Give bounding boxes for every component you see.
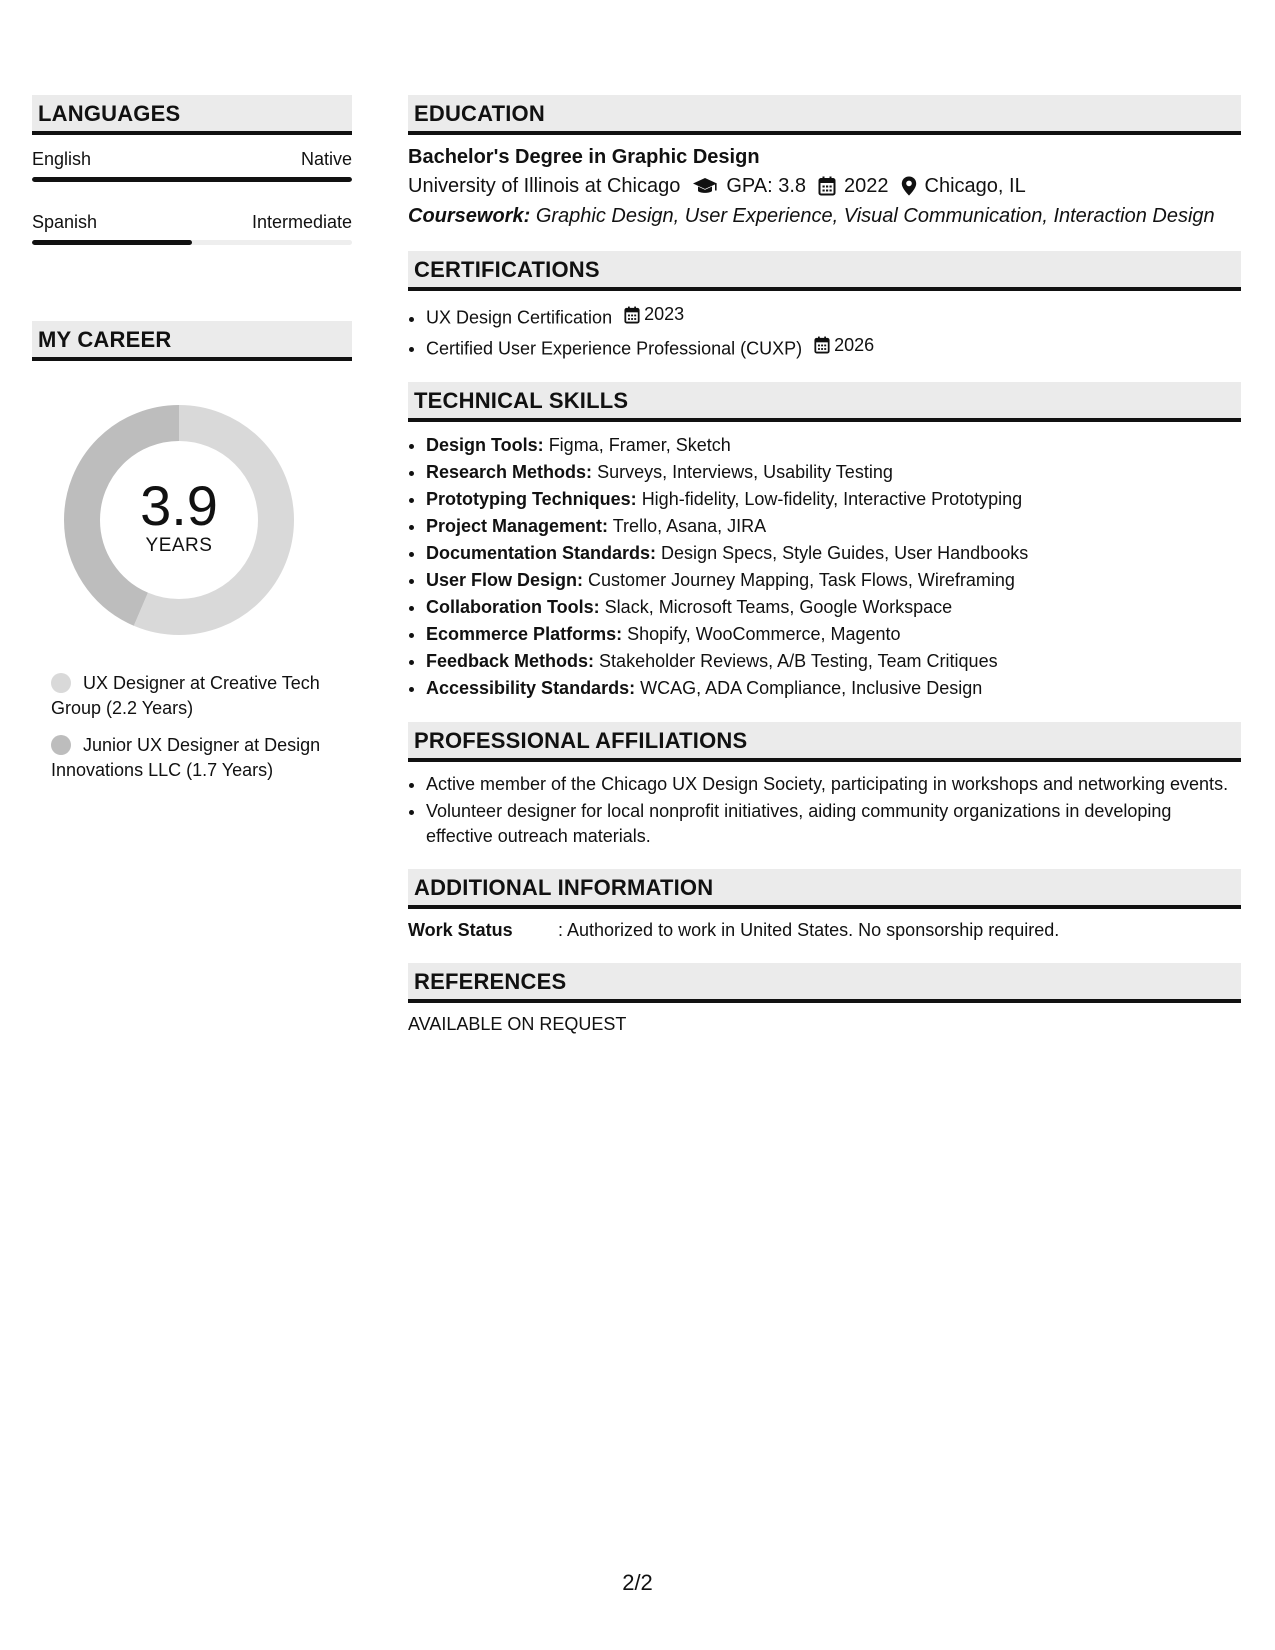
skill-label: Design Tools: (426, 435, 544, 455)
skill-value: Trello, Asana, JIRA (612, 516, 767, 536)
additional-info-section (408, 869, 1241, 943)
education-degree: Bachelor's Degree in Graphic Design (408, 146, 760, 168)
education-coursework (408, 201, 1241, 231)
skill-value: Stakeholder Reviews, A/B Testing, Team Critiques (599, 651, 998, 671)
skill-value: Slack, Microsoft Teams, Google Workspace (604, 597, 953, 617)
education-section (408, 95, 1241, 231)
career-legend (32, 671, 331, 783)
coursework-list: Graphic Design, User Experience, Visual Communication, Interaction Design (535, 205, 1215, 227)
calendar-icon (814, 336, 830, 354)
skill-item (426, 432, 1241, 459)
career-legend-label: Junior UX Designer at Design Innovations LLC (1.7 Years) (51, 735, 321, 780)
career-heading: MY CAREER (32, 321, 352, 361)
skill-label: Feedback Methods: (426, 651, 595, 671)
language-item-english (32, 147, 352, 182)
education-school: University of Illinois at Chicago (408, 175, 681, 197)
skill-label: Ecommerce Platforms: (426, 624, 623, 644)
career-donut-chart (64, 405, 294, 635)
languages-heading: LANGUAGES (32, 95, 352, 135)
page-number: 2/2 (622, 1570, 653, 1595)
coursework-label: Coursework: (408, 205, 531, 227)
career-legend-label: UX Designer at Creative Tech Group (2.2 Years) (51, 673, 320, 718)
language-name: Spanish (32, 212, 98, 232)
references-text: AVAILABLE ON REQUEST (408, 1014, 627, 1034)
skill-label: Research Methods: (426, 462, 593, 482)
references-heading: REFERENCES (408, 963, 1241, 1003)
skill-value: Shopify, WooCommerce, Magento (627, 624, 901, 644)
technical-skills-heading: TECHNICAL SKILLS (408, 382, 1241, 422)
certifications-heading: CERTIFICATIONS (408, 251, 1241, 291)
certifications-list (408, 301, 1241, 362)
skill-value: Design Specs, Style Guides, User Handbooks (661, 543, 1029, 563)
skill-item (426, 513, 1241, 540)
skill-item (426, 621, 1241, 648)
skill-value: Surveys, Interviews, Usability Testing (597, 462, 893, 482)
language-level: Intermediate (251, 212, 352, 232)
education-year: 2022 (844, 175, 889, 197)
calendar-icon (624, 306, 640, 324)
career-section (32, 321, 352, 783)
certification-item (426, 301, 1241, 332)
education-location: Chicago, IL (924, 175, 1026, 197)
skill-label: Prototyping Techniques: (426, 489, 637, 509)
skill-value: High-fidelity, Low-fidelity, Interactive Prototyping (641, 489, 1023, 509)
affiliations-list (408, 772, 1241, 849)
language-proficiency-bar (32, 240, 352, 245)
skill-item (426, 675, 1241, 702)
skill-item (426, 648, 1241, 675)
certification-name: Certified User Experience Professional (CUXP) (426, 338, 803, 358)
skill-label: Accessibility Standards: (426, 678, 636, 698)
skill-item (426, 567, 1241, 594)
languages-section (32, 95, 352, 245)
calendar-icon (818, 176, 836, 196)
left-column (32, 95, 352, 795)
language-level: Native (300, 149, 352, 169)
references-section (408, 963, 1241, 1037)
work-status-value: : Authorized to work in United States. No sponsorship required. (558, 920, 1060, 940)
work-status-row (408, 917, 1241, 943)
technical-skills-section (408, 382, 1241, 702)
map-pin-icon (901, 176, 917, 196)
affiliations-heading: PROFESSIONAL AFFILIATIONS (408, 722, 1241, 762)
education-gpa: GPA: 3.8 (726, 175, 807, 197)
skill-value: WCAG, ADA Compliance, Inclusive Design (640, 678, 983, 698)
affiliation-item: • Active member of the Chicago UX Design Society, participating in workshops and networking events. (426, 772, 1241, 797)
career-legend-item (51, 671, 331, 721)
education-heading: EDUCATION (408, 95, 1241, 135)
right-column (408, 95, 1241, 1037)
skill-value: Figma, Framer, Sketch (548, 435, 731, 455)
skill-label: Collaboration Tools: (426, 597, 600, 617)
legend-dot-icon (51, 735, 71, 755)
skill-label: Documentation Standards: (426, 543, 657, 563)
skill-label: User Flow Design: (426, 570, 584, 590)
work-status-label: Work Status (408, 920, 513, 940)
career-total-years: 3.9 (140, 474, 218, 537)
certification-year: 2026 (834, 334, 875, 355)
skill-item (426, 486, 1241, 513)
career-legend-item (51, 733, 331, 783)
language-name: English (32, 149, 92, 169)
language-item-spanish (32, 210, 352, 245)
skill-item (426, 594, 1241, 621)
affiliation-item: • Volunteer designer for local nonprofit initiatives, aiding community organizations in developing effective outreach materials. (426, 799, 1241, 849)
additional-info-heading: ADDITIONAL INFORMATION (408, 869, 1241, 909)
language-proficiency-bar (32, 177, 352, 182)
language-proficiency-fill (32, 177, 352, 182)
career-donut-center (64, 405, 294, 635)
certifications-section (408, 251, 1241, 362)
career-total-unit: YEARS (145, 535, 213, 556)
certification-year: 2023 (644, 304, 685, 324)
skill-value: Customer Journey Mapping, Task Flows, Wireframing (588, 570, 1015, 590)
skill-label: Project Management: (426, 516, 609, 536)
education-details (408, 171, 1241, 201)
technical-skills-list (408, 432, 1241, 702)
graduation-cap-icon (692, 176, 718, 196)
language-proficiency-fill (32, 240, 192, 245)
skill-item (426, 459, 1241, 486)
skill-item (426, 540, 1241, 567)
legend-dot-icon (51, 673, 71, 693)
certification-name: UX Design Certification (426, 307, 613, 328)
certification-item (426, 332, 1241, 363)
affiliations-section (408, 722, 1241, 849)
